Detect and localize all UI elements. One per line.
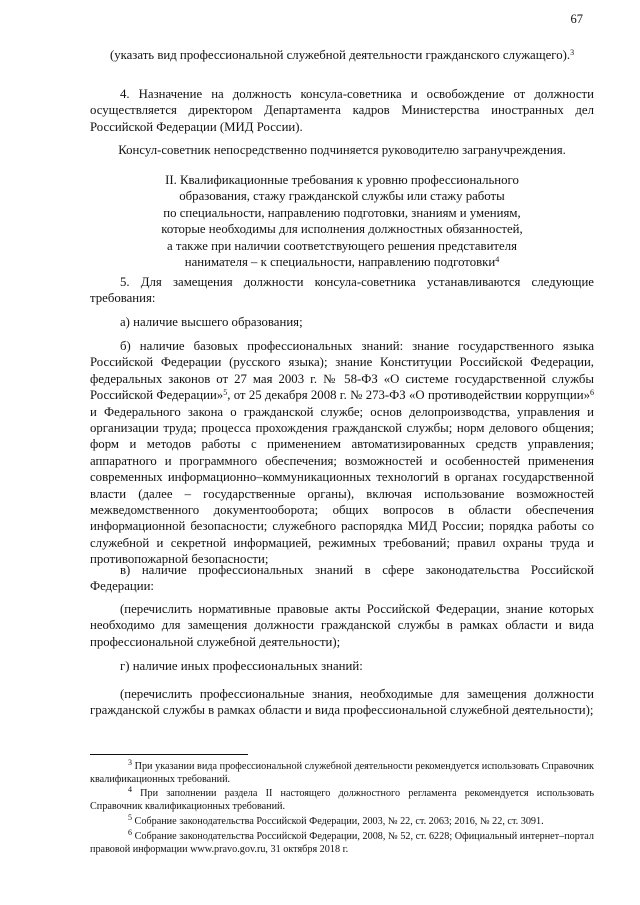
footnote-4 [90,787,594,813]
intro-line [90,47,594,63]
footnote-text: При указании вида профессиональной служебной деятельности рекомендуется использовать Справочник квалификационных требований. [90,761,594,786]
paragraph-5: 5. Для замещения должности консула-советника устанавливаются следующие требования: [90,275,594,306]
section-2-heading-line: образования, стажу гражданской службы или стажу работы [179,189,505,204]
footnote-separator [90,754,248,755]
footnote-text: При заполнении раздела II настоящего должностного регламента рекомендуется использовать Справочник квалификационных требований. [90,788,594,813]
footnote-number: 3 [128,758,132,767]
footnote-text: Собрание законодательства Российской Федерации, 2008, № 52, ст. 6228; Официальный интернет–портал правовой информации www.pravo.gov.ru, 31 октября 2018 г. [90,831,594,856]
section-2-heading [90,172,594,270]
footnote-number: 4 [128,785,132,794]
item-g-note: (перечислить профессиональные знания, необходимые для замещения должности гражданской службы в рамках области и вида профессиональной служебной деятельности); [90,687,594,718]
footnote-number: 6 [128,828,132,837]
footnote-ref-3: 3 [570,48,575,57]
page-number: 67 [570,12,583,26]
section-2-heading-line: а также при наличии соответствующего решения представителя [167,238,517,253]
footnote-number: 5 [128,813,132,822]
item-b-text-3: и Федерального закона о гражданской службе; основ делопроизводства, управления и организации труда; процесса прохождения гражданской службы; норм делового общения; форм и методов работы с применением автоматизированных средств управления; аппаратного и программного обеспечения; возможностей и особенностей применения современных информационно–коммуникационных технологий в органах государственной власти (далее – государственные органы), включая использование возможностей межведомственного документооборота; общих вопросов в области обеспечения информационной безопасности; служебного распорядка МИД России; порядка работы со служебной и секретной информацией, режимных требований; правил охраны труда и противопожарной безопасности; [90,404,594,567]
footnote-6 [90,830,594,856]
item-b-text-2: , от 25 декабря 2008 г. № 273-ФЗ «О противодействии коррупции» [227,388,590,403]
item-v-note: (перечислить нормативные правовые акты Российской Федерации, знание которых необходимо для замещения должности гражданской службы в рамках области и вида профессиональной служебной деятельности); [90,602,594,649]
footnote-5 [90,815,594,828]
footnote-3 [90,760,594,786]
section-2-heading-last-line [90,254,594,270]
section-2-heading-line: II. Квалификационные требования к уровню профессионального [165,173,519,187]
item-b-text-1: б) наличие базовых профессиональных знаний: знание государственного языка Российской Федерации (русского языка); знание Конституции Российской Федерации, федеральных законов от 27 мая 2003 г. № 58-ФЗ «О системе государственной службы Российской Федерации» [90,339,594,403]
item-b [90,338,594,568]
section-2-heading-line: которые необходимы для исполнения должностных обязанностей, [161,222,523,237]
item-a: а) наличие высшего образования; [120,315,303,329]
section-2-heading-line: по специальности, направлению подготовки, знаниям и умениям, [163,205,521,220]
footnote-ref-6: 6 [589,388,594,398]
item-v: в) наличие профессиональных знаний в сфере законодательства Российской Федерации: [90,563,594,594]
footnote-text: Собрание законодательства Российской Федерации, 2003, № 22, ст. 2063; 2016, № 22, ст. 3091. [132,816,544,827]
subordination-line: Консул-советник непосредственно подчиняется руководителю загранучреждения. [118,143,566,157]
intro-line-text: (указать вид профессиональной служебной деятельности гражданского служащего). [109,48,571,62]
paragraph-4: 4. Назначение на должность консула-советника и освобождение от должности осуществляется директором Департамента кадров Министерства иностранных дел Российской Федерации (МИД России). [90,87,594,134]
footnote-ref-5: 5 [223,388,228,398]
item-g: г) наличие иных профессиональных знаний: [120,659,363,673]
footnote-ref-4: 4 [495,255,500,265]
section-2-heading-line: нанимателя – к специальности, направлению подготовки [184,255,496,270]
